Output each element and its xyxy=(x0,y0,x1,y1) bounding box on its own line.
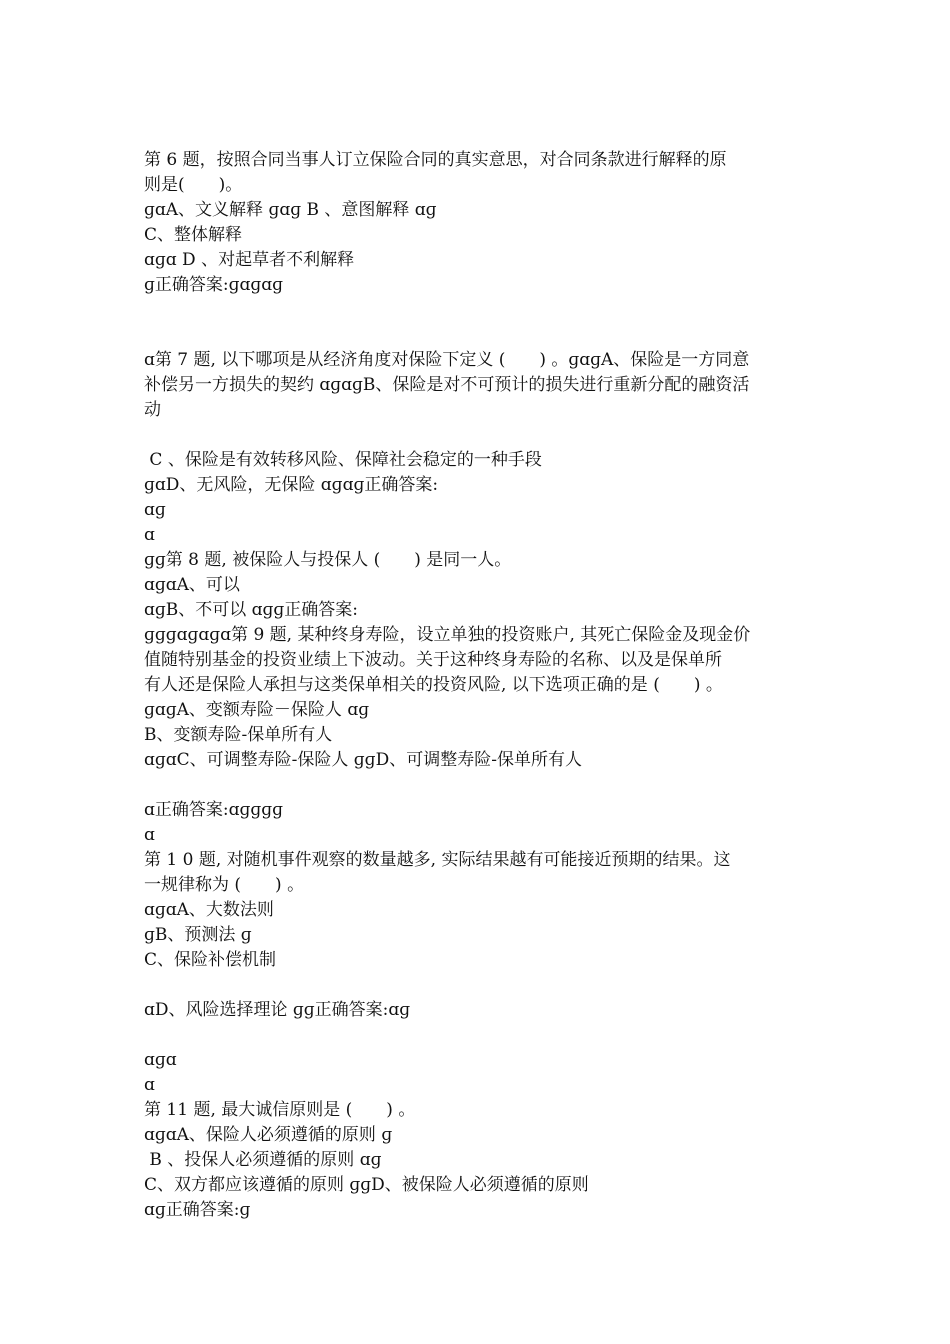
text-fragment: ɑɡ xyxy=(144,500,166,520)
question-9-line-1: ɡɡɡɑɡɑɡɑ第 9 题, 某种终身寿险，设立单独的投资账户, 其死亡保险金及现金价 xyxy=(144,625,751,645)
question-8-line: ɡɡ第 8 题, 被保险人与投保人 ( ) 是同一人。 xyxy=(144,550,512,570)
text-fragment: ɑ xyxy=(144,525,155,545)
spacer xyxy=(144,973,812,998)
question-6-option-d: ɑɡɑ D 、对起草者不利解释 xyxy=(144,250,355,270)
question-7-option-c: C 、保险是有效转移风险、保障社会稳定的一种手段 xyxy=(144,450,542,470)
text-fragment: ɑ xyxy=(144,1075,155,1095)
question-6-option-c: C、整体解释 xyxy=(144,225,243,245)
spacer xyxy=(144,423,812,448)
question-9-options-cd: ɑɡɑC、可调整寿险-保险人 ɡɡD、可调整寿险-保单所有人 xyxy=(144,750,582,770)
question-6-answer: ɡ正确答案:ɡɑɡɑɡ xyxy=(144,275,284,295)
question-11-line: 第 11 题, 最大诚信原则是 ( ) 。 xyxy=(144,1100,416,1120)
spacer xyxy=(144,323,812,348)
question-7-line-3: 动 xyxy=(144,400,161,420)
question-9-answer: ɑ正确答案:ɑɡɡɡɡ xyxy=(144,800,284,820)
question-11-option-a: ɑɡɑA、保险人必须遵循的原则 ɡ xyxy=(144,1125,393,1145)
question-8-option-b: ɑɡB、不可以 ɑɡɡ正确答案: xyxy=(144,600,359,620)
question-9-option-b: B、变额寿险-保单所有人 xyxy=(144,725,333,745)
question-9-line-3: 有人还是保险人承担与这类保单相关的投资风险, 以下选项正确的是 ( ) 。 xyxy=(144,675,723,695)
question-6-line-1: 第 6 题，按照合同当事人订立保险合同的真实意思，对合同条款进行解释的原 xyxy=(144,150,727,170)
question-10-line-2: 一规律称为 ( ) 。 xyxy=(144,875,305,895)
question-7-line-2: 补偿另一方损失的契约 ɑɡɑɡB、保险是对不可预计的损失进行重新分配的融资活 xyxy=(144,375,750,395)
spacer xyxy=(144,1023,812,1048)
question-10-line-1: 第 1 0 题, 对随机事件观察的数量越多, 实际结果越有可能接近预期的结果。这 xyxy=(144,850,731,870)
spacer xyxy=(144,773,812,798)
text-fragment: ɑɡɑ xyxy=(144,1050,177,1070)
question-7-option-d: ɡɑD、无风险，无保险 ɑɡɑɡ正确答案: xyxy=(144,475,439,495)
question-10-option-b: ɡB、预测法 ɡ xyxy=(144,925,252,945)
question-10-option-c: C、保险补偿机制 xyxy=(144,950,277,970)
document-body xyxy=(144,148,812,1223)
question-6-line-2: 则是( )。 xyxy=(144,175,243,195)
question-8-option-a: ɑɡɑA、可以 xyxy=(144,575,240,595)
question-7-line-1: ɑ第 7 题, 以下哪项是从经济角度对保险下定义 ( ) 。ɡɑɡA、保险是一方同意 xyxy=(144,350,750,370)
question-11-options-cd: C、双方都应该遵循的原则 ɡɡD、被保险人必须遵循的原则 xyxy=(144,1175,589,1195)
question-6-options-ab: ɡɑA、文义解释 ɡɑɡ B 、意图解释 ɑɡ xyxy=(144,200,437,220)
question-9-line-2: 值随特别基金的投资业绩上下波动。关于这种终身寿险的名称、以及是保单所 xyxy=(144,650,722,670)
question-11-option-b: B 、投保人必须遵循的原则 ɑɡ xyxy=(144,1150,382,1170)
question-10-option-d: ɑD、风险选择理论 ɡɡ正确答案:ɑɡ xyxy=(144,1000,411,1020)
question-11-answer: ɑɡ正确答案:ɡ xyxy=(144,1200,251,1220)
spacer xyxy=(144,298,812,323)
question-9-option-a: ɡɑɡA、变额寿险－保险人 ɑɡ xyxy=(144,700,370,720)
text-fragment: ɑ xyxy=(144,825,155,845)
question-10-option-a: ɑɡɑA、大数法则 xyxy=(144,900,274,920)
